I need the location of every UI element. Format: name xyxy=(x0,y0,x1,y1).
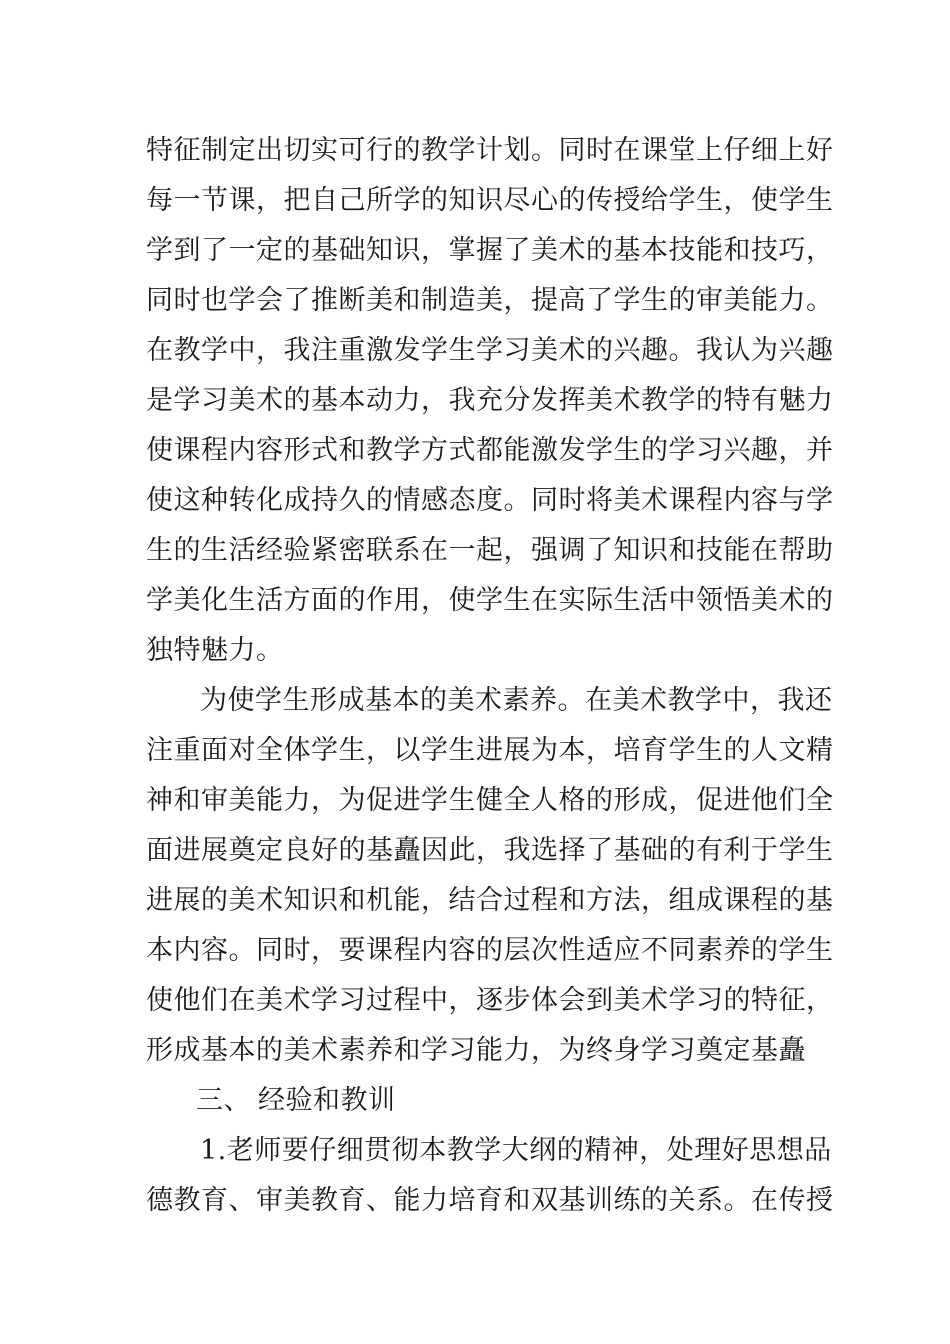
paragraph-first-line: 为使学生形成基本的美术素养。在美术教学中，我还 xyxy=(200,685,833,716)
body-line: 同时也学会了推断美和制造美，提高了学生的审美能力。 xyxy=(146,285,834,316)
body-line: 学美化生活方面的作用，使学生在实际生活中领悟美术的 xyxy=(146,585,834,616)
body-line: 形成基本的美术素养和学习能力，为终身学习奠定基矗 xyxy=(146,1035,806,1066)
body-line: 特征制定出切实可行的教学计划。同时在课堂上仔细上好 xyxy=(146,135,834,166)
body-line: 学到了一定的基础知识，掌握了美术的基本技能和技巧， xyxy=(146,235,834,266)
body-line: 使这种转化成持久的情感态度。同时将美术课程内容与学 xyxy=(146,485,834,516)
section-heading-title: 经验和教训 xyxy=(258,1085,396,1116)
body-line: 是学习美术的基本动力，我充分发挥美术教学的特有魅力 xyxy=(146,385,834,416)
section-heading-number: 三、 xyxy=(196,1085,251,1116)
body-line: 使他们在美术学习过程中，逐步体会到美术学习的特征， xyxy=(146,985,834,1016)
body-line: 进展的美术知识和机能，结合过程和方法，组成课程的基 xyxy=(146,885,834,916)
body-line: 本内容。同时，要课程内容的层次性适应不同素养的学生 xyxy=(146,935,834,966)
body-line: 每一节课，把自己所学的知识尽心的传授给学生，使学生 xyxy=(146,185,834,216)
list-item-first-line: 1.老师要仔细贯彻本教学大纲的精神，处理好思想品 xyxy=(200,1135,832,1166)
body-line: 面进展奠定良好的基矗因此，我选择了基础的有利于学生 xyxy=(146,835,834,866)
body-line: 神和审美能力，为促进学生健全人格的形成，促进他们全 xyxy=(146,785,834,816)
body-line: 德教育、审美教育、能力培育和双基训练的关系。在传授 xyxy=(146,1185,834,1216)
body-line: 在教学中，我注重激发学生学习美术的兴趣。我认为兴趣 xyxy=(146,335,834,366)
body-line: 注重面对全体学生，以学生进展为本，培育学生的人文精 xyxy=(146,735,834,766)
body-line: 独特魅力。 xyxy=(146,635,284,666)
body-line: 生的生活经验紧密联系在一起，强调了知识和技能在帮助 xyxy=(146,535,834,566)
body-line: 使课程内容形式和教学方式都能激发学生的学习兴趣，并 xyxy=(146,435,834,466)
